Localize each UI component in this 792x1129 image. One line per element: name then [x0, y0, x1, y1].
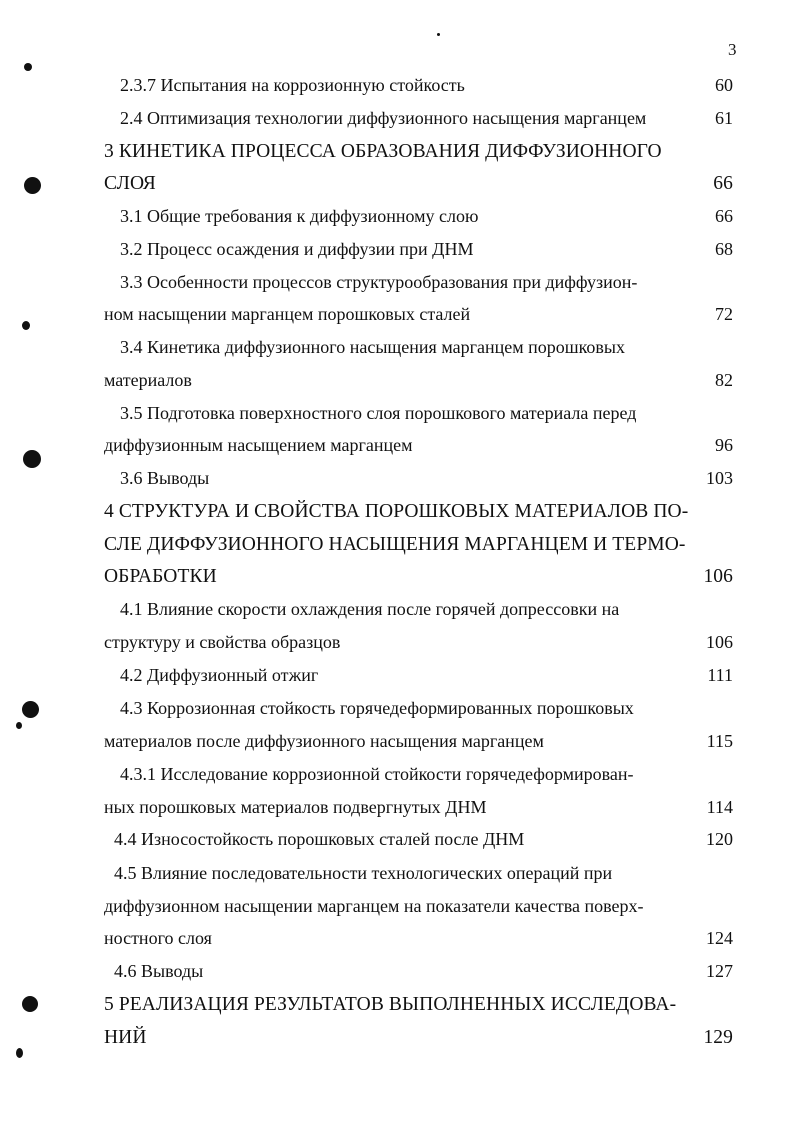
- toc-entry-text: НИЙ: [104, 1027, 147, 1048]
- toc-entry-page: 127: [706, 961, 733, 981]
- toc-entry-text: материалов после диффузионного насыщения марганцем: [104, 731, 544, 751]
- binding-hole-mark: [16, 1048, 23, 1058]
- toc-entry-text: ных порошковых материалов подвергнутых ДНМ: [104, 797, 487, 817]
- binding-hole-mark: [23, 450, 41, 468]
- toc-entry-text: 2.4 Оптимизация технологии диффузионного насыщения марганцем: [120, 108, 647, 128]
- toc-entry-page: 82: [715, 370, 733, 390]
- toc-entry-text: 5 РЕАЛИЗАЦИЯ РЕЗУЛЬТАТОВ ВЫПОЛНЕННЫХ ИССЛЕДОВА-: [104, 994, 677, 1015]
- toc-entry-text: СЛОЯ: [104, 173, 156, 194]
- toc-entry-text: 4.2 Диффузионный отжиг: [120, 665, 319, 685]
- binding-hole-mark: [437, 33, 440, 36]
- toc-entry-text: 3.4 Кинетика диффузионного насыщения марганцем порошковых: [120, 337, 626, 357]
- toc-entry-text: 4.1 Влияние скорости охлаждения после горячей допрессовки на: [120, 599, 620, 619]
- toc-entry-text: 3.1 Общие требования к диффузионному слою: [120, 206, 479, 226]
- toc-entry-text: диффузионном насыщении марганцем на показатели качества поверх-: [104, 896, 644, 916]
- toc-entry-text: 4.6 Выводы: [114, 961, 204, 981]
- toc-entry-page: 72: [715, 304, 733, 324]
- toc-entry-text: 2.3.7 Испытания на коррозионную стойкость: [120, 75, 465, 95]
- toc-entry-text: 4.4 Износостойкость порошковых сталей после ДНМ: [114, 829, 525, 849]
- toc-entry-text: 4 СТРУКТУРА И СВОЙСТВА ПОРОШКОВЫХ МАТЕРИАЛОВ ПО-: [104, 501, 689, 522]
- toc-entry-text: 3.2 Процесс осаждения и диффузии при ДНМ: [120, 239, 474, 259]
- binding-hole-mark: [24, 63, 32, 71]
- toc-entry-page: 129: [703, 1027, 733, 1048]
- toc-entry-page: 103: [706, 468, 733, 488]
- binding-hole-mark: [16, 722, 22, 729]
- binding-hole-mark: [24, 177, 41, 194]
- toc-entry-page: 114: [706, 797, 733, 817]
- toc-entry-page: 60: [715, 75, 733, 95]
- toc-entry-text: СЛЕ ДИФФУЗИОННОГО НАСЫЩЕНИЯ МАРГАНЦЕМ И ТЕРМО-: [104, 534, 686, 555]
- toc-entry-text: 4.3.1 Исследование коррозионной стойкости горячедеформирован-: [120, 764, 634, 784]
- toc-entry-text: структуру и свойства образцов: [104, 632, 341, 652]
- toc-entry-text: 3 КИНЕТИКА ПРОЦЕССА ОБРАЗОВАНИЯ ДИФФУЗИОННОГО: [104, 141, 662, 162]
- binding-hole-mark: [22, 701, 39, 718]
- toc-entry-page: 66: [715, 206, 733, 226]
- toc-entry-text: 3.5 Подготовка поверхностного слоя порошкового материала перед: [120, 403, 637, 423]
- binding-hole-mark: [22, 996, 38, 1012]
- toc-entry-text: диффузионным насыщением марганцем: [104, 435, 413, 455]
- toc-entry-text: 4.5 Влияние последовательности технологических операций при: [114, 863, 613, 883]
- toc-entry-page: 115: [706, 731, 733, 751]
- toc-entry-page: 61: [715, 108, 733, 128]
- binding-hole-mark: [22, 321, 30, 330]
- toc-entry-page: 120: [706, 829, 733, 849]
- toc-entry-page: 124: [706, 928, 733, 948]
- toc-entry-page: 106: [703, 566, 733, 587]
- toc-entry-text: ностного слоя: [104, 928, 212, 948]
- toc-entry-page: 96: [715, 435, 733, 455]
- toc-entry-page: 106: [706, 632, 733, 652]
- toc-entry-text: 4.3 Коррозионная стойкость горячедеформированных порошковых: [120, 698, 634, 718]
- toc-entry-page: 66: [713, 173, 733, 194]
- toc-entry-text: 3.6 Выводы: [120, 468, 210, 488]
- toc-entry-text: 3.3 Особенности процессов структурообразования при диффузион-: [120, 272, 638, 292]
- toc-entry-text: ном насыщении марганцем порошковых сталей: [104, 304, 471, 324]
- page-number: 3: [728, 40, 737, 59]
- toc-entry-text: материалов: [104, 370, 192, 390]
- toc-entry-page: 111: [707, 665, 733, 685]
- toc-entry-page: 68: [715, 239, 733, 259]
- toc-entry-text: ОБРАБОТКИ: [104, 566, 217, 587]
